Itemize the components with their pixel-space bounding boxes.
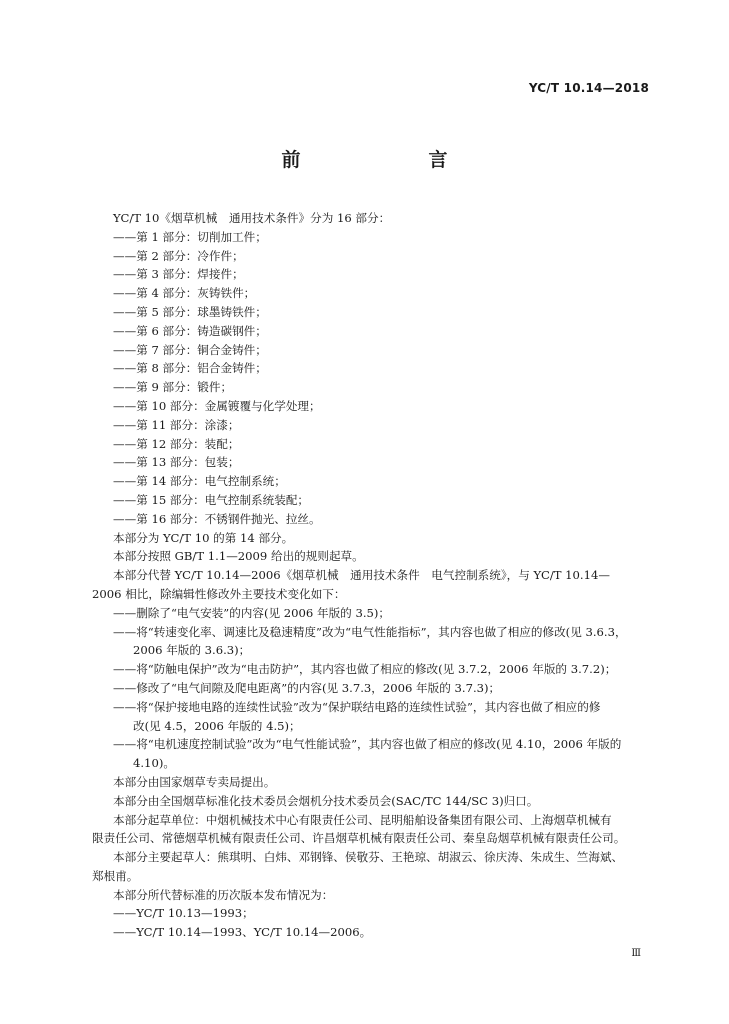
- text-line: 本部分由全国烟草标准化技术委员会烟机分技术委员会(SAC/TC 144/SC 3)归口。: [113, 793, 539, 808]
- text-line: 郑根甫。: [92, 868, 139, 883]
- document-id: YC/T 10.14—2018: [528, 81, 649, 95]
- text-line: YC/T 10《烟草机械 通用技术条件》分为 16 部分：: [113, 211, 391, 225]
- text-line: ——第 5 部分：球墨铸铁件；: [113, 304, 267, 319]
- text-line: 本部分所代替标准的历次版本发布情况为：: [113, 887, 334, 902]
- text-line: ——第 12 部分：装配；: [113, 436, 240, 451]
- text-line: ——第 4 部分：灰铸铁件；: [113, 286, 256, 301]
- text-line: 4.10)。: [133, 756, 175, 771]
- text-line: ——YC/T 10.14—1993、YC/T 10.14—2006。: [113, 925, 372, 940]
- text-line: ——第 14 部分：电气控制系统；: [113, 474, 286, 489]
- text-line: 本部分按照 GB/T 1.1—2009 给出的规则起草。: [113, 549, 364, 564]
- text-line: 2006 相比，除编辑性修改外主要技术变化如下：: [92, 586, 346, 601]
- text-line: ——修改了“电气间隙及爬电距离”的内容(见 3.7.3，2006 年版的 3.7.3)；: [113, 680, 501, 695]
- text-line: 2006 年版的 3.6.3)；: [133, 643, 251, 658]
- text-line: ——YC/T 10.13—1993；: [113, 906, 254, 921]
- text-line: ——第 11 部分：涂漆；: [113, 417, 240, 432]
- text-line: ——第 9 部分：锻件；: [113, 380, 233, 395]
- text-line: ——第 10 部分：金属镀覆与化学处理；: [113, 398, 321, 413]
- text-line: ——将“转速变化率、调速比及稳速精度”改为“电气性能指标”，其内容也做了相应的修改(见 3.6.3，: [113, 624, 627, 639]
- text-line: ——第 8 部分：铝合金铸件；: [113, 361, 267, 376]
- text-line: ——将“防触电保护”改为“电击防护”，其内容也做了相应的修改(见 3.7.2，2006 年版的 3.7.2)；: [113, 662, 617, 677]
- text-line: ——第 13 部分：包装；: [113, 455, 240, 470]
- text-line: ——第 7 部分：铜合金铸件；: [113, 342, 267, 357]
- text-line: 本部分由国家烟草专卖局提出。: [113, 774, 276, 789]
- text-line: ——第 6 部分：铸造碳钢件；: [113, 323, 267, 338]
- foreword-body: [92, 209, 658, 942]
- text-line: 本部分主要起草人：熊琪明、白炜、邓钢锋、侯敬芬、王艳琼、胡淑云、徐庆涛、朱成生、竺海斌、: [113, 850, 624, 865]
- text-line: ——第 15 部分：电气控制系统装配；: [113, 492, 310, 507]
- page-title: 前 言: [281, 149, 478, 171]
- text-line: ——第 3 部分：焊接件；: [113, 267, 244, 282]
- text-line: ——删除了“电气安装”的内容(见 2006 年版的 3.5)；: [113, 605, 390, 620]
- text-line: ——将“电机速度控制试验”改为“电气性能试验”，其内容也做了相应的修改(见 4.10，2006 年版的: [113, 737, 622, 752]
- text-line: 本部分代替 YC/T 10.14—2006《烟草机械 通用技术条件 电气控制系统》，与 YC/T 10.14—: [113, 568, 610, 583]
- text-line: 改(见 4.5，2006 年版的 4.5)；: [133, 718, 301, 733]
- text-line: 限责任公司、常德烟草机械有限责任公司、许昌烟草机械有限责任公司、秦皇岛烟草机械有限责任公司。: [92, 831, 626, 846]
- text-line: ——第 1 部分：切削加工件；: [113, 229, 267, 244]
- text-line: ——第 2 部分：冷作件；: [113, 248, 244, 263]
- text-line: 本部分为 YC/T 10 的第 14 部分。: [113, 530, 294, 545]
- page-number: Ⅲ: [631, 948, 641, 959]
- text-line: 本部分起草单位：中烟机械技术中心有限责任公司、昆明船舶设备集团有限公司、上海烟草机械有: [113, 812, 612, 827]
- text-line: ——第 16 部分：不锈钢件抛光、拉丝。: [113, 511, 321, 526]
- text-line: ——将“保护接地电路的连续性试验”改为“保护联结电路的连续性试验”，其内容也做了相应的修: [113, 699, 601, 714]
